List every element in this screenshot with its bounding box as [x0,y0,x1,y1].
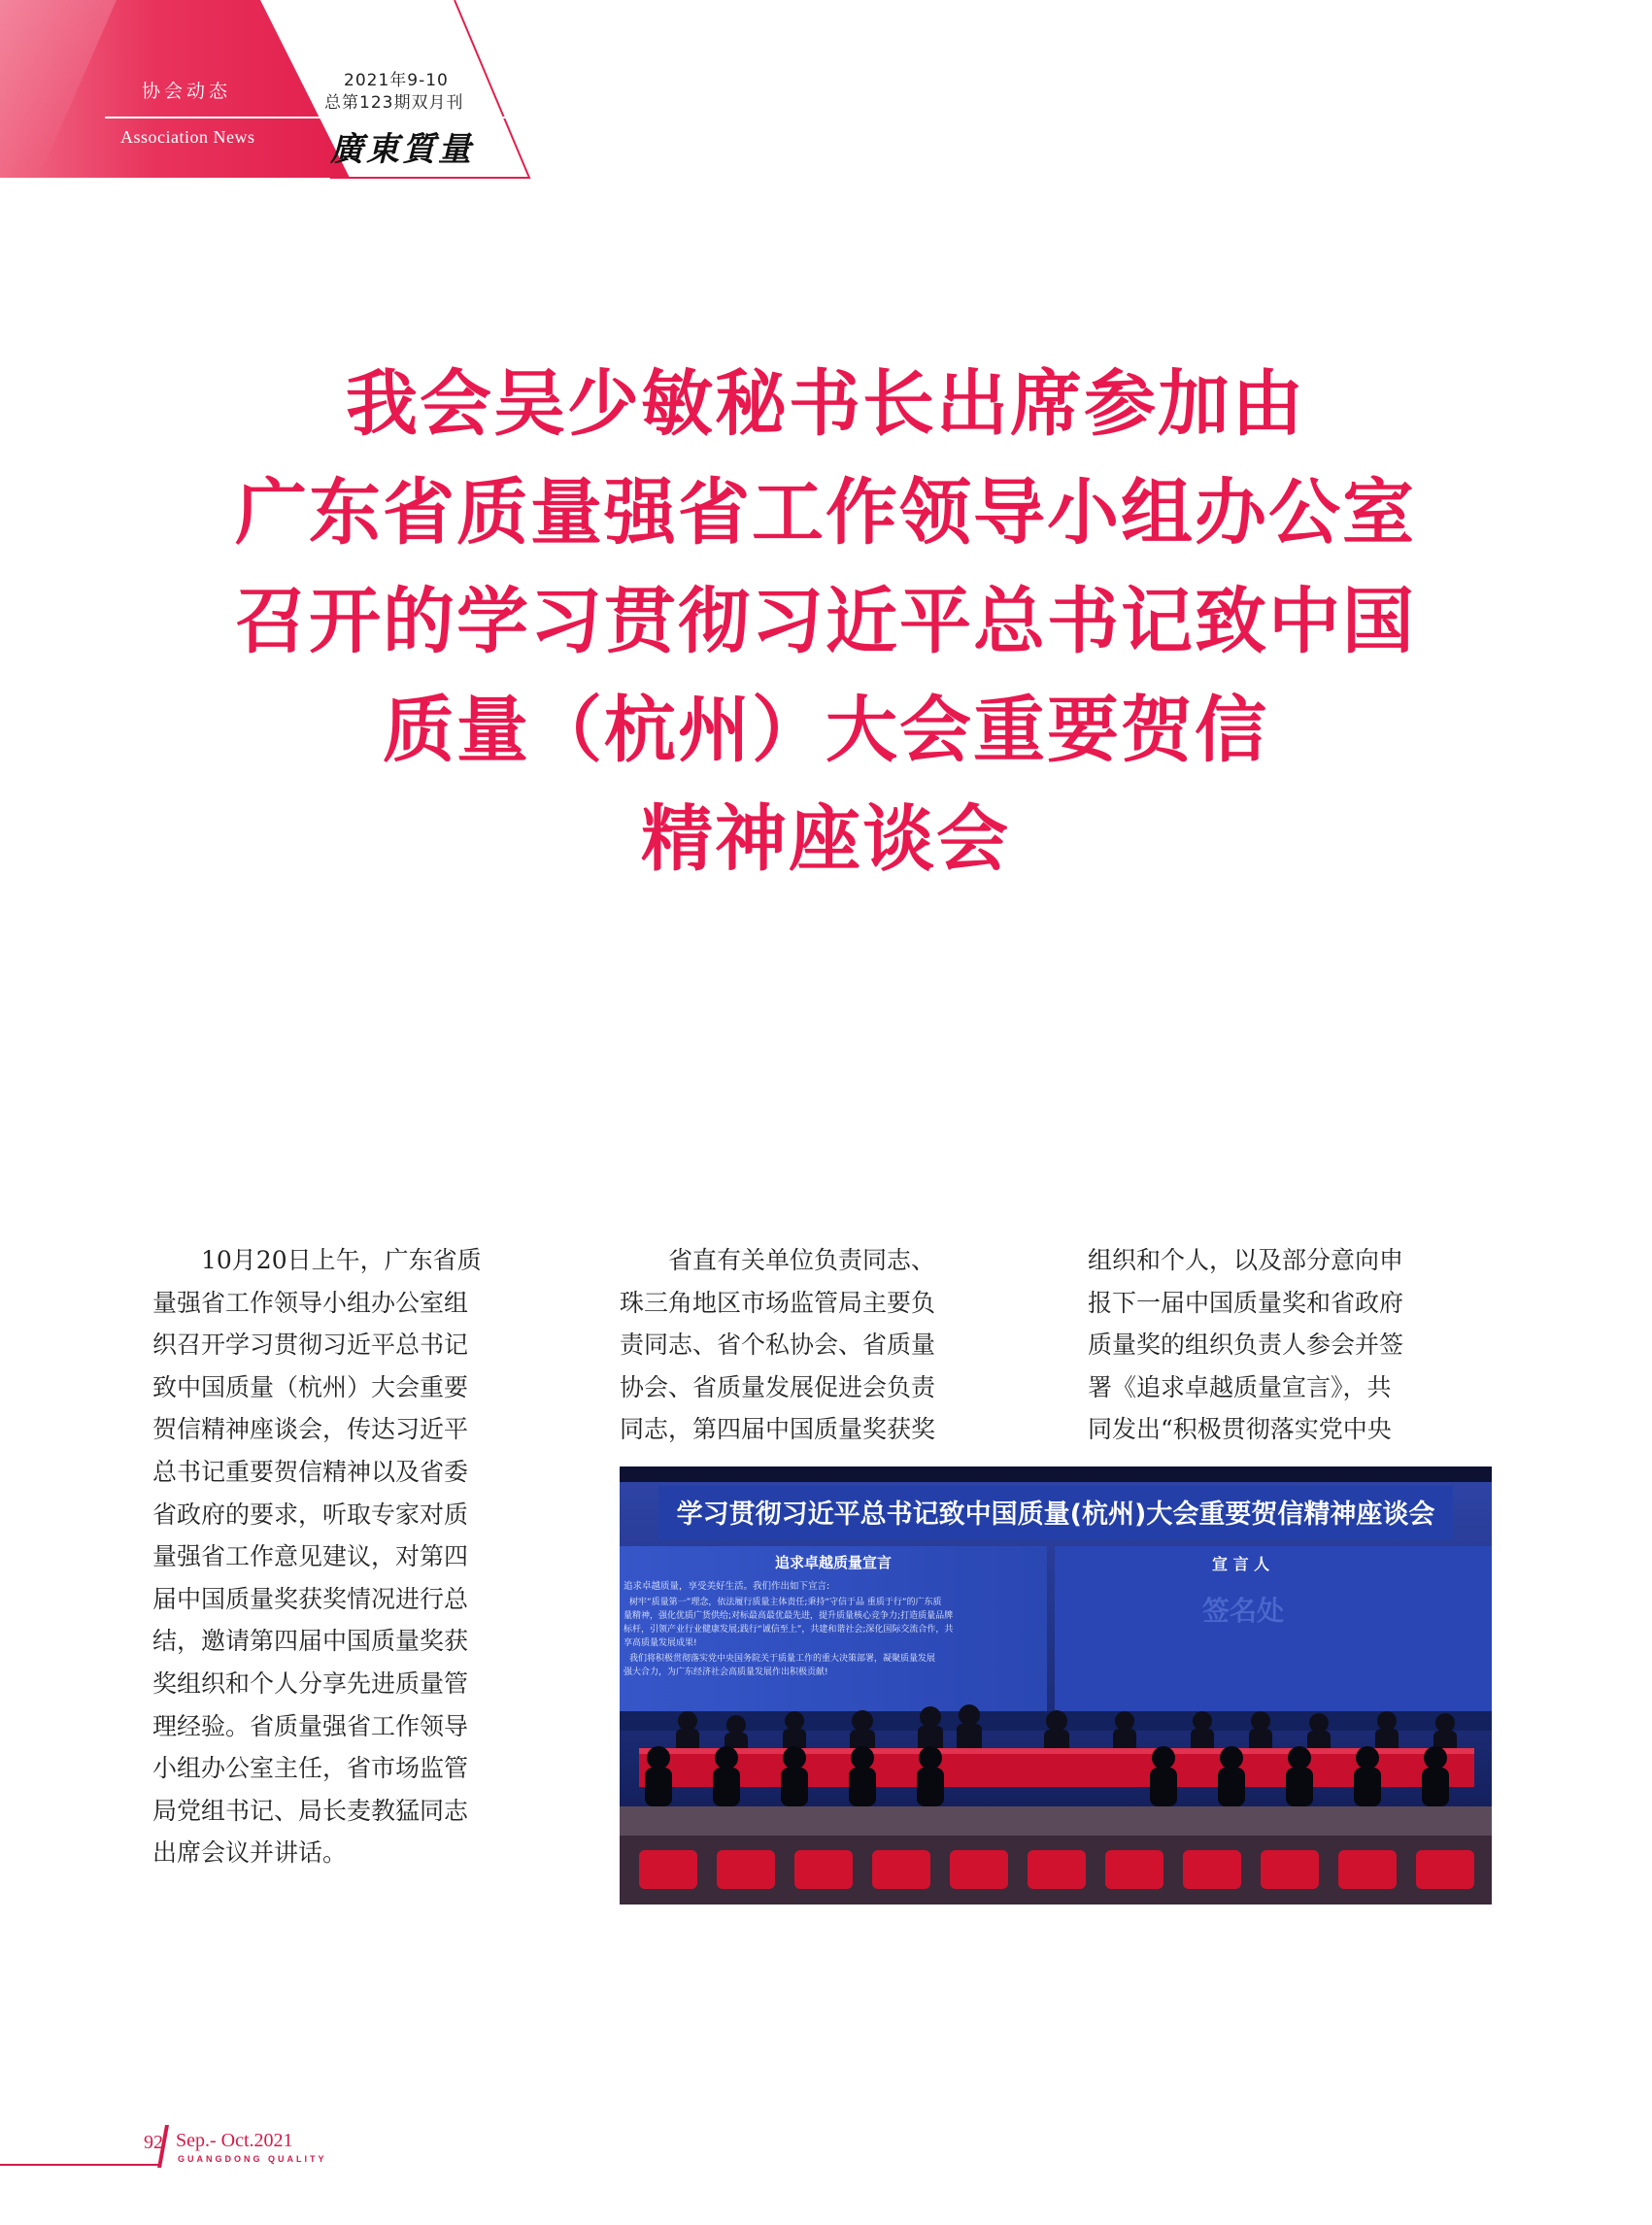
text-line: 署《追求卓越质量宣言》，共 [1088,1372,1392,1401]
declaration-line: 追求卓越质量，享受美好生活。我们作出如下宣言: [624,1581,830,1592]
text-line: 同发出“积极贯彻落实党中央 [1088,1415,1392,1444]
title-line: 广东省质量强省工作领导小组办公室 [235,471,1416,555]
text-line: 届中国质量奖获奖情况进行总 [152,1584,469,1613]
text-line: 致中国质量（杭州）大会重要 [152,1372,469,1401]
declaration-line: 我们将积极贯彻落实党中央国务院关于质量工作的重大决策部署，凝聚质量发展 [629,1654,936,1664]
footer-date: Sep.- Oct.2021 [176,2130,293,2151]
text-line: 织召开学习贯彻习近平总书记 [152,1331,469,1360]
text-line: 量强省工作领导小组办公室组 [152,1288,469,1317]
header-rule [105,117,532,118]
declaration-line: 强大合力，为广东经济社会高质量发展作出积极贡献! [624,1668,828,1677]
text-line: 量强省工作意见建议，对第四 [152,1542,469,1571]
declaration-line: 标杆，引领产业行业健康发展;践行“诚信至上”，共建和谐社会;深化国际交流合作，共 [624,1625,954,1635]
text-line: 结，邀请第四届中国质量奖获 [152,1627,469,1656]
text-line: 组织和个人，以及部分意向申 [1088,1246,1404,1274]
title-line: 我会吴少敏秘书长出席参加由 [346,362,1305,446]
text-line: 责同志、省个私协会、省质量 [620,1331,936,1360]
declaration-title: 追求卓越质量宣言 [775,1554,893,1571]
text-line: 总书记重要贺信精神以及省委 [152,1457,469,1486]
page-number: 92 [144,2132,163,2153]
article-title [97,350,1554,893]
text-line: 同志，第四届中国质量奖获奖 [620,1415,936,1444]
footer-rule [0,2164,159,2166]
signing-label: 签名处 [1202,1595,1285,1627]
declaration-line: 享高质量发展成果! [624,1638,697,1648]
magazine-logo: 廣東質量 [330,130,474,169]
signing-board [1055,1546,1492,1711]
declarant-label: 宣 言 人 [1212,1555,1270,1573]
issue-number: 总第123期双月刊 [324,93,464,113]
text-line: 小组办公室主任，省市场监管 [152,1754,469,1783]
body-column-3 [1088,1239,1496,1451]
text-line: 协会、省质量发展促进会负责 [620,1372,936,1401]
section-title-cn: 协会动态 [142,81,232,102]
meeting-photo [620,1466,1492,1905]
title-line: 精神座谈会 [641,797,1010,881]
text-line: 报下一届中国质量奖和省政府 [1088,1288,1404,1317]
text-line: 理经验。省质量强省工作领导 [152,1711,469,1740]
text-line: 贺信精神座谈会，传达习近平 [152,1415,469,1444]
text-line: 质量奖的组织负责人参会并签 [1088,1331,1404,1360]
text-line: 省直有关单位负责同志、 [668,1246,936,1274]
body-column-1 [152,1239,541,1874]
text-line: 出席会议并讲话。 [152,1838,348,1868]
text-line: 省政府的要求，听取专家对质 [152,1500,469,1529]
section-title-en: Association News [120,127,255,147]
title-line: 质量（杭州）大会重要贺信 [383,689,1268,772]
declaration-line: 量精神，强化优质广货供给;对标最高最优最先进，提升质量核心竞争力;打造质量品牌 [624,1611,954,1621]
issue-date: 2021年9-10 [344,71,449,90]
text-line: 局党组书记、局长麦教猛同志 [152,1796,469,1825]
title-line: 召开的学习贯彻习近平总书记致中国 [235,580,1416,663]
meeting-photo-drawing [620,1466,1492,1905]
text-line: 10月20日上午，广东省质 [201,1246,482,1274]
banner-text: 学习贯彻习近平总书记致中国质量(杭州)大会重要贺信精神座谈会 [676,1500,1435,1530]
text-line: 奖组织和个人分享先进质量管 [152,1669,469,1698]
text-line: 珠三角地区市场监管局主要负 [620,1288,936,1317]
body-column-2 [620,1239,1028,1451]
red-chairs [639,1850,1474,1889]
declaration-line: 树牢“质量第一”理念，依法履行质量主体责任;秉持“守信于品 重质于行”的广东质 [629,1598,942,1607]
footer-magazine-name: GUANGDONG QUALITY [178,2154,327,2164]
